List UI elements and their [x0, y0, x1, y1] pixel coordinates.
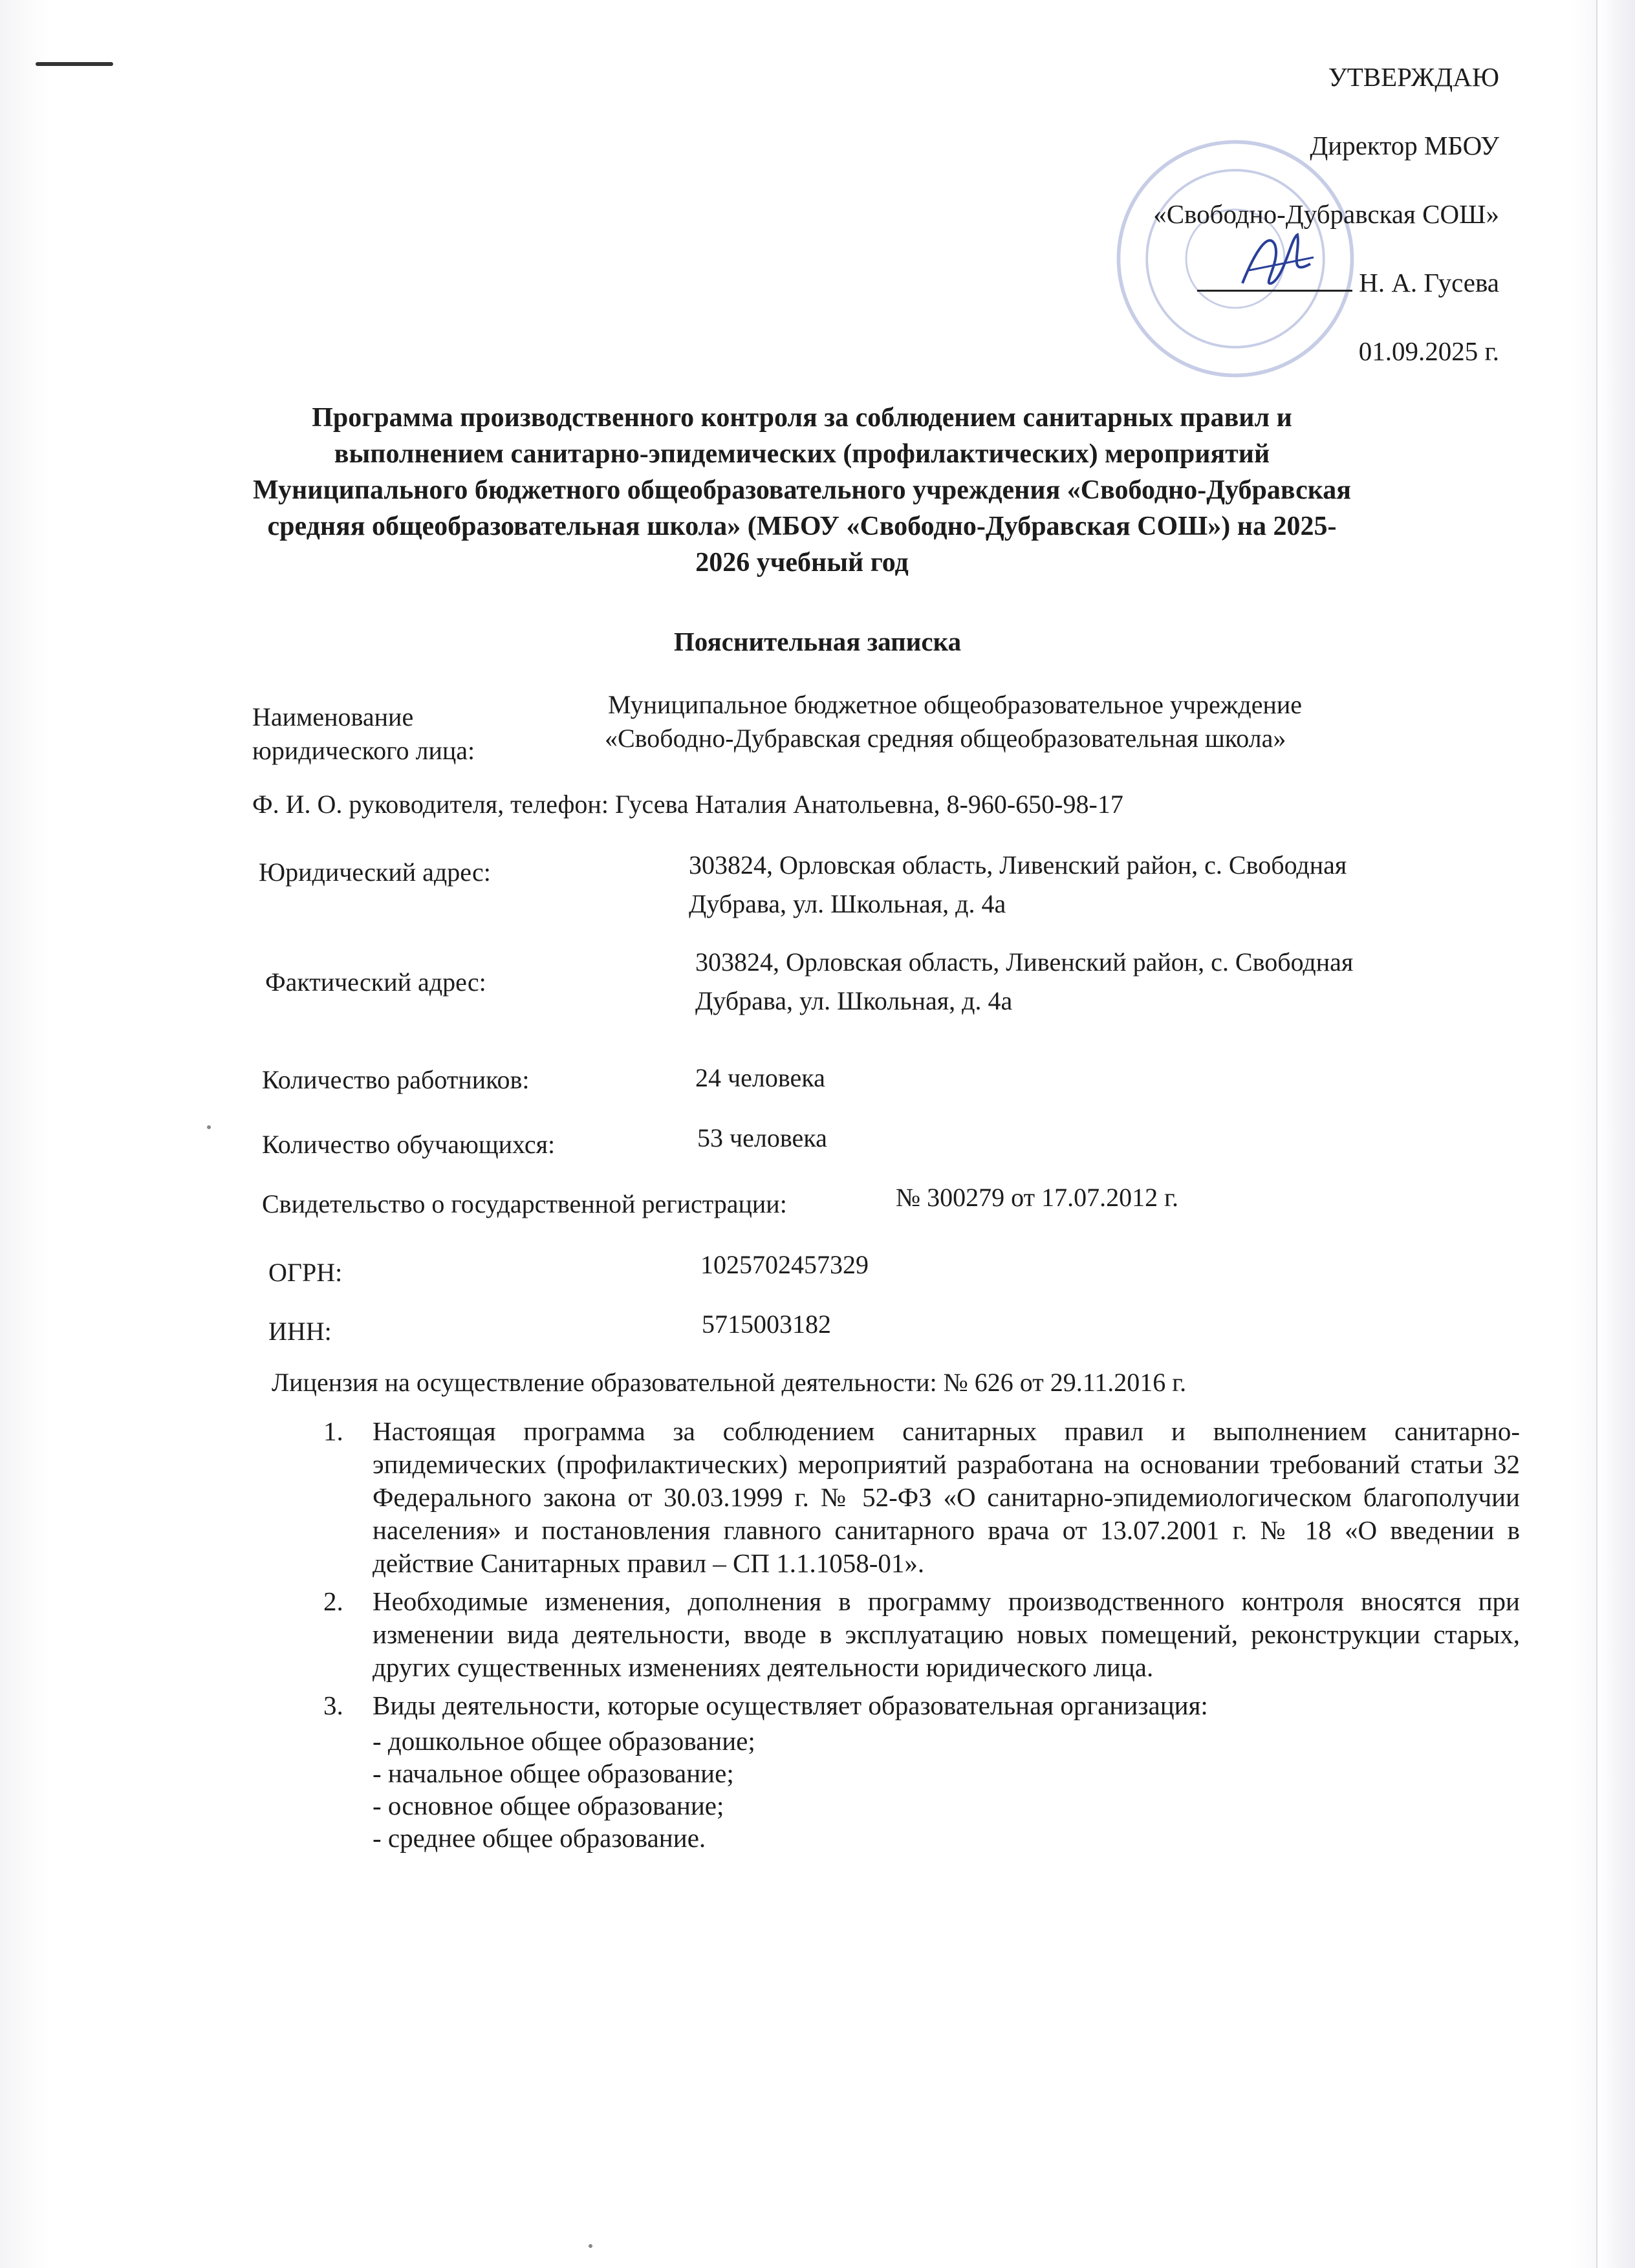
section-title: Пояснительная записка	[673, 627, 962, 656]
activity-item: - начальное общее образование;	[373, 1758, 734, 1788]
list-item-number: 2.	[323, 1586, 343, 1616]
scan-speck	[589, 2244, 592, 2248]
list-item-number: 3.	[323, 1690, 343, 1720]
head-info: Ф. И. О. руководителя, телефон: Гусева Наталия Анатольевна, 8-960-650-98-17	[252, 790, 1123, 819]
list-item	[323, 1415, 1520, 1580]
list-item-text: Виды деятельности, которые осуществляет образовательная организация:	[373, 1690, 1208, 1720]
approval-position: Директор МБОУ	[1310, 131, 1499, 160]
actual-address-line-1: 303824, Орловская область, Ливенский район, с. Свободная	[695, 947, 1354, 977]
approval-signature-row	[1153, 248, 1499, 317]
legal-address-label: Юридический адрес:	[259, 858, 491, 887]
actual-address-line-2: Дубрава, ул. Школьная, д. 4а	[695, 986, 1013, 1015]
numbered-list	[323, 1415, 1520, 1859]
list-item-number: 1.	[323, 1416, 343, 1446]
activity-item: - основное общее образование;	[373, 1791, 724, 1820]
legal-name-label-1: Наименование	[252, 702, 414, 731]
approval-school: «Свободно-Дубравская СОШ»	[1153, 199, 1499, 229]
approval-signer: Н. А. Гусева	[1359, 268, 1499, 297]
activity-item: - среднее общее образование.	[373, 1823, 706, 1853]
students-value: 53 человека	[697, 1123, 827, 1152]
corner-mark	[36, 62, 113, 66]
inn-value: 5715003182	[702, 1310, 831, 1339]
legal-address-line-2: Дубрава, ул. Школьная, д. 4а	[689, 889, 1006, 918]
legal-address-line-1: 303824, Орловская область, Ливенский район, с. Свободная	[689, 850, 1347, 880]
employees-value: 24 человека	[695, 1063, 825, 1092]
legal-name-value-2: «Свободно-Дубравская средняя общеобразовательная школа»	[605, 724, 1286, 753]
document-title: Программа производственного контроля за соблюдением санитарных правил и выполнением санитарно-эпидемических (профилактических) мероприятий Муниципального бюджетного общеобразовательного учреждения «Свободно-Дубравская средняя общеобразовательная школа» (МБОУ «Свободно-Дубравская СОШ») на 2025-2026 учебный год	[252, 403, 1352, 578]
registration-value: № 300279 от 17.07.2012 г.	[896, 1183, 1179, 1212]
activity-item: - дошкольное общее образование;	[373, 1726, 755, 1756]
legal-name-value-1: Муниципальное бюджетное общеобразовательное учреждение	[608, 690, 1303, 719]
list-item-text: Необходимые изменения, дополнения в программу производственного контроля вносятся при изменении вида деятельности, вводе в эксплуатацию новых помещений, реконструкции старых, других существенных изменениях деятельности юридического лица.	[373, 1586, 1520, 1682]
signature-line	[1197, 264, 1352, 292]
signature	[1236, 225, 1320, 296]
approval-date: 01.09.2025 г.	[1358, 336, 1499, 366]
students-label: Количество обучающихся:	[262, 1130, 556, 1159]
employees-label: Количество работников:	[262, 1065, 530, 1094]
ogrn-value: 1025702457329	[700, 1250, 869, 1279]
list-item-text: Настоящая программа за соблюдением санитарных правил и выполнением санитарно-эпидемических (профилактических) мероприятий разработана на основании требований статьи 32 Федерального закона от 30.03.1999 г. № 52-ФЗ «О санитарно-эпидемиологическом благополучии населения» и постановления главного санитарного врача от 13.07.2001 г. № 18 «О введении в действие Санитарных правил – СП 1.1.1058-01».	[373, 1416, 1520, 1578]
scan-speck	[207, 1125, 211, 1129]
ogrn-label: ОГРН:	[268, 1258, 343, 1287]
page-edge	[1596, 0, 1635, 2268]
registration-label: Свидетельство о государственной регистрации:	[262, 1189, 787, 1218]
approval-header: УТВЕРЖДАЮ	[1328, 62, 1499, 92]
actual-address-label: Фактический адрес:	[265, 967, 486, 997]
activity-list	[373, 1725, 1520, 1854]
list-item	[323, 1689, 1520, 1854]
list-item	[323, 1585, 1520, 1684]
inn-label: ИНН:	[268, 1317, 332, 1346]
approval-block	[1153, 43, 1499, 385]
legal-name-label-2: юридического лица:	[252, 736, 475, 765]
license-info: Лицензия на осуществление образовательной деятельности: № 626 от 29.11.2016 г.	[272, 1368, 1187, 1397]
